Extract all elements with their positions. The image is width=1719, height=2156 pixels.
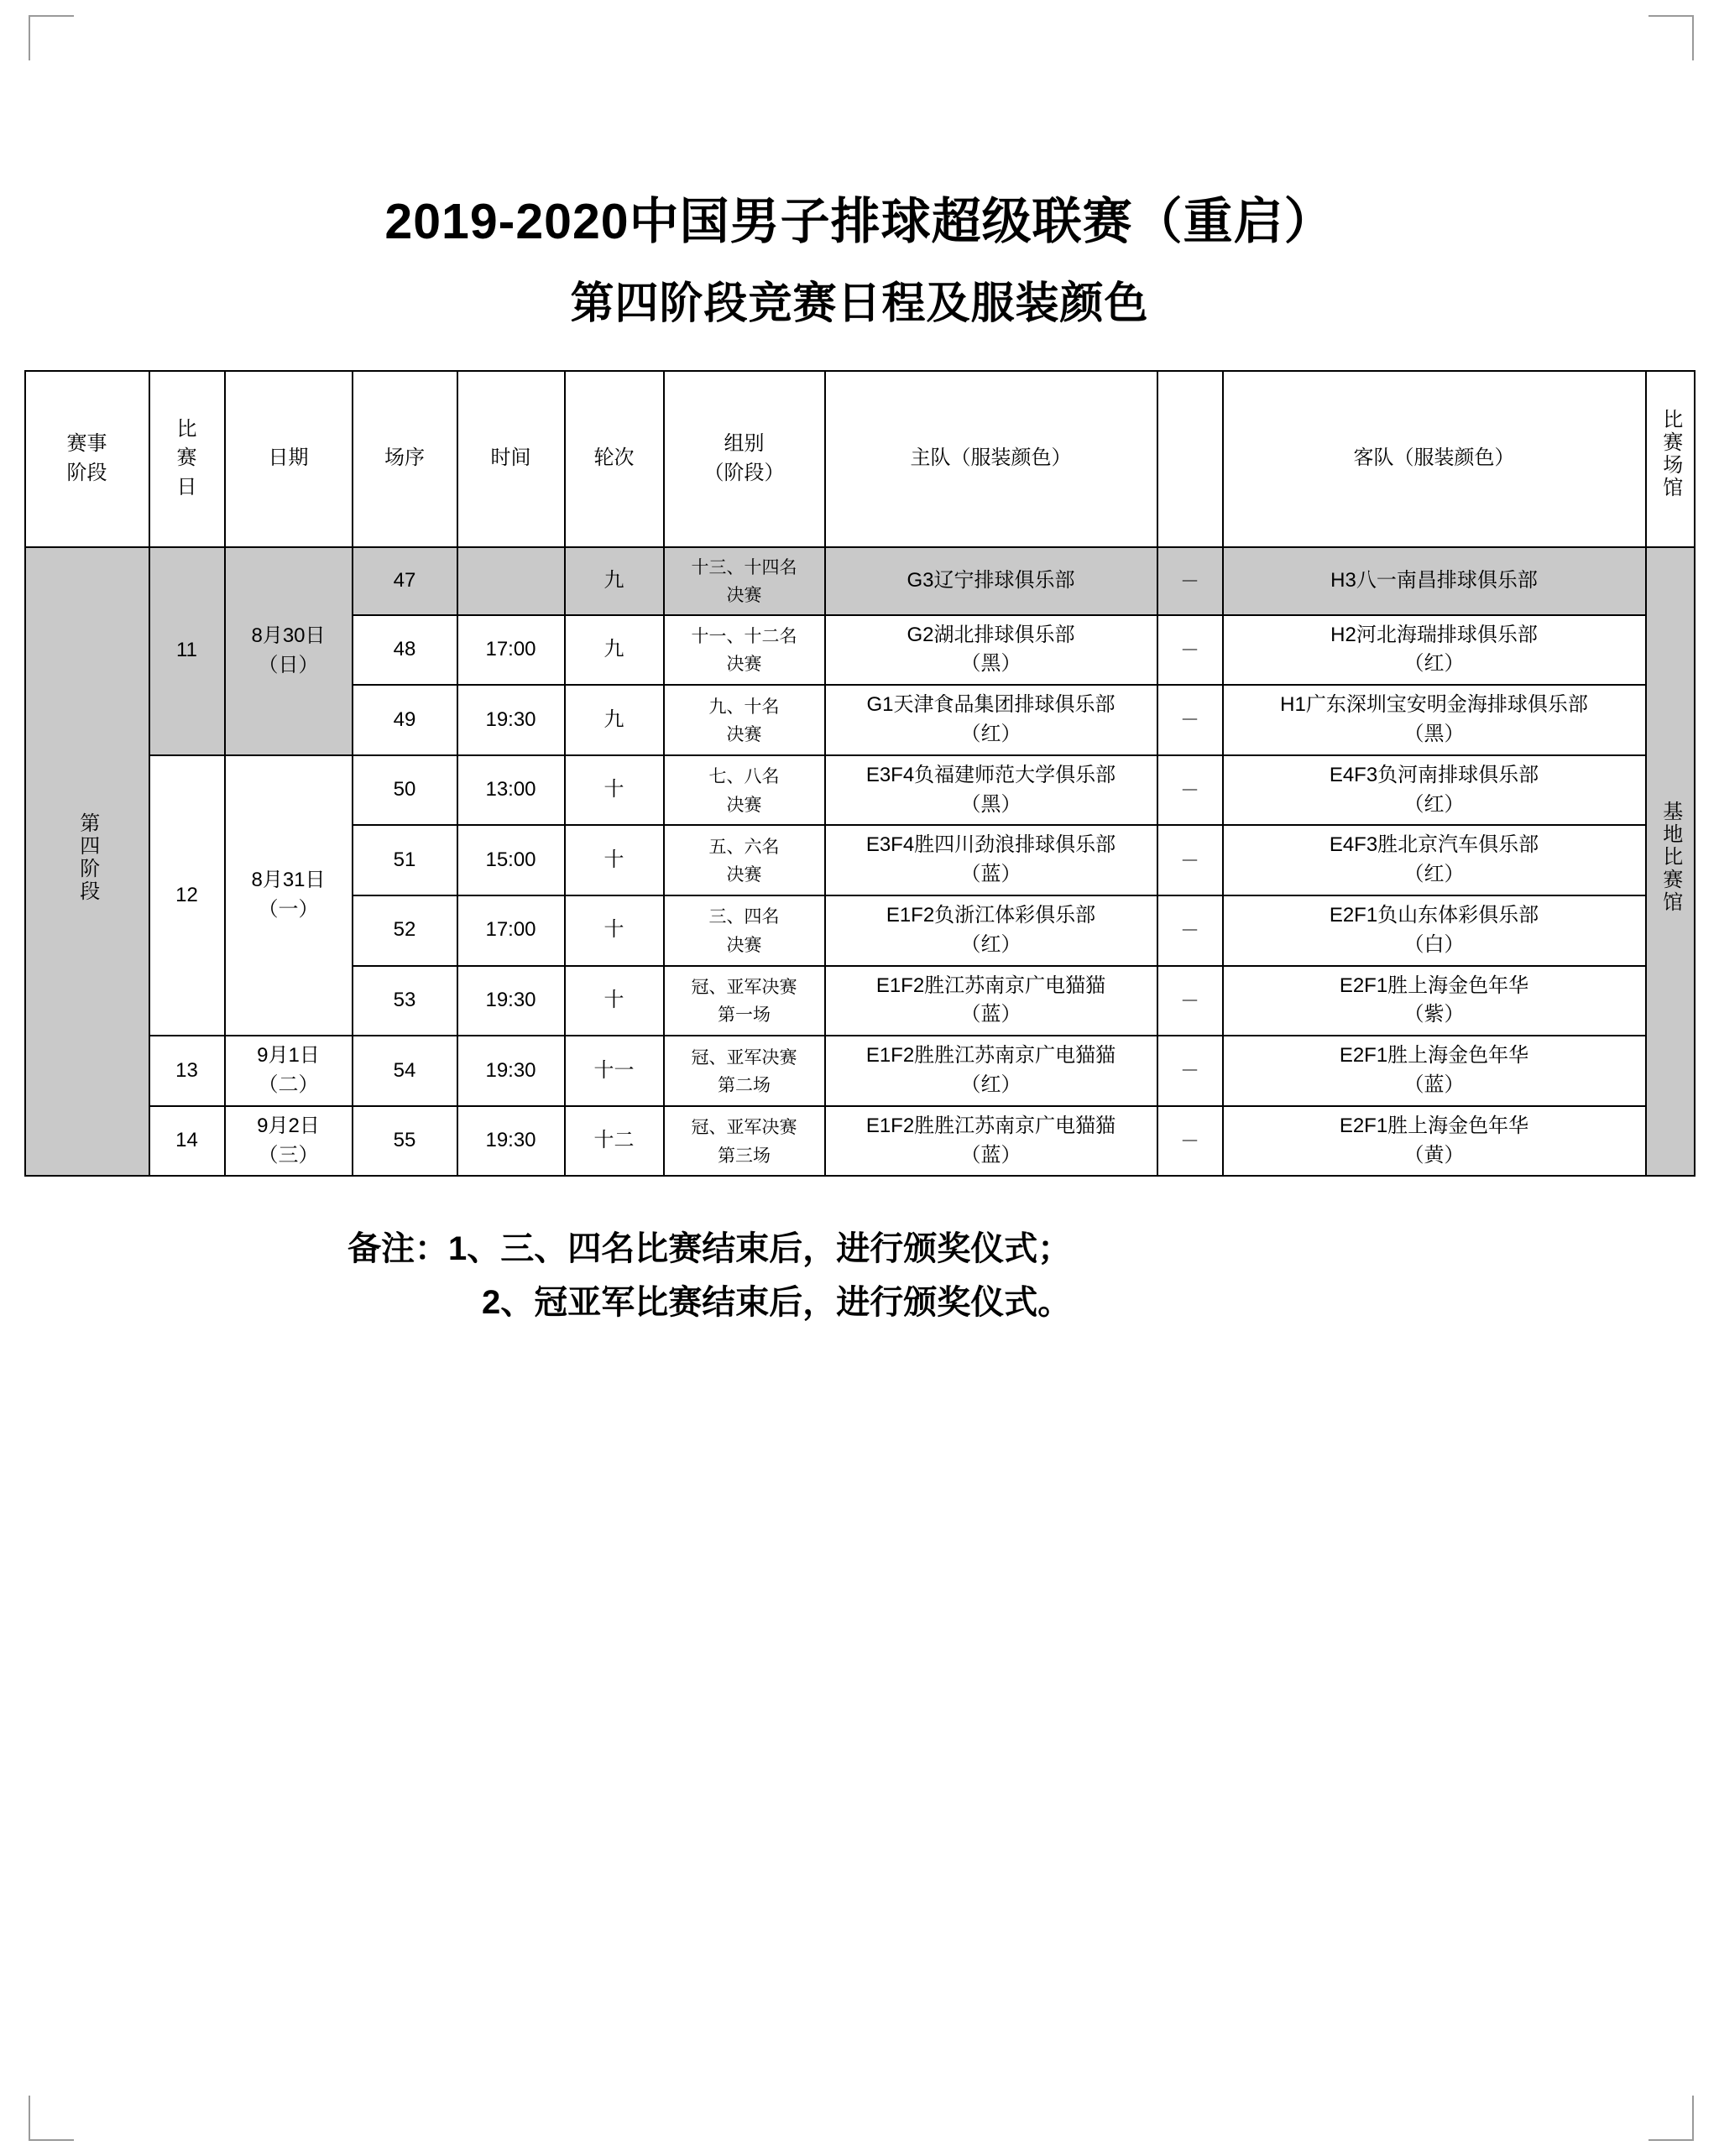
round-value: 十 <box>603 988 624 1011</box>
home-team-value: E3F4负福建师范大学俱乐部 （黑） <box>865 763 1116 816</box>
round-value: 十 <box>603 848 624 871</box>
cell-stage <box>25 547 149 1177</box>
cell-round <box>565 966 664 1036</box>
group-value: 十三、十四名 决赛 <box>691 557 797 606</box>
match-day-value: 14 <box>175 1129 198 1152</box>
header-dash <box>1157 371 1223 547</box>
away-team-value: E4F3负河南排球俱乐部 （红） <box>1329 763 1539 816</box>
header-match-day <box>149 371 225 547</box>
group-value: 冠、亚军决赛 第二场 <box>691 1047 797 1095</box>
header-round <box>565 371 664 547</box>
cell-group <box>664 966 825 1036</box>
header-home-team <box>825 371 1157 547</box>
header-match-day-label: 比 赛 日 <box>176 417 197 499</box>
header-group <box>664 371 825 547</box>
venue-label: 基地比赛馆 <box>1659 801 1682 915</box>
home-team-value: E1F2胜胜江苏南京广电猫猫 （蓝） <box>865 1114 1116 1167</box>
cell-dash <box>1157 966 1223 1036</box>
cell-round <box>565 1106 664 1177</box>
cell-group <box>664 895 825 966</box>
cell-date <box>225 547 353 755</box>
cell-home-team <box>825 966 1157 1036</box>
cell-group <box>664 755 825 826</box>
cell-home-team <box>825 685 1157 755</box>
header-order-label: 场序 <box>384 446 425 470</box>
cell-home-team <box>825 825 1157 895</box>
date-value: 8月31日 （一） <box>251 869 326 921</box>
round-value: 十一 <box>593 1058 635 1082</box>
header-round-label: 轮次 <box>593 446 635 470</box>
header-away-team <box>1223 371 1646 547</box>
time-value: 19:30 <box>485 707 536 731</box>
cell-time <box>457 1036 565 1106</box>
cell-away-team <box>1223 615 1646 686</box>
away-team-value: E4F3胜北京汽车俱乐部 （红） <box>1329 833 1539 886</box>
dash-value: － <box>1180 569 1199 592</box>
match-day-value: 11 <box>176 639 197 662</box>
header-order <box>353 371 457 547</box>
cell-dash <box>1157 895 1223 966</box>
dash-value: － <box>1180 778 1199 801</box>
cell-venue <box>1646 547 1695 1177</box>
cell-order <box>353 547 457 615</box>
cell-group <box>664 547 825 615</box>
away-team-value: E2F1胜上海金色年华 （黄） <box>1339 1114 1529 1167</box>
round-value: 九 <box>603 568 624 592</box>
cell-dash <box>1157 685 1223 755</box>
order-value: 47 <box>393 568 416 592</box>
round-value: 九 <box>603 707 624 731</box>
header-date-label: 日期 <box>268 446 309 470</box>
date-value: 8月30日 （日） <box>251 624 326 676</box>
note-line-2: 2、冠亚军比赛结束后，进行颁奖仪式。 <box>482 1284 1072 1322</box>
cell-dash <box>1157 615 1223 686</box>
away-team-value: E2F1胜上海金色年华 （紫） <box>1339 974 1529 1026</box>
group-value: 九、十名 决赛 <box>708 697 780 745</box>
cell-order <box>353 895 457 966</box>
header-time <box>457 371 565 547</box>
cell-time <box>457 615 565 686</box>
crop-mark-bottom-right <box>1648 2096 1694 2141</box>
dash-value: － <box>1180 1059 1199 1082</box>
home-team-value: G3辽宁排球俱乐部 <box>907 568 1075 592</box>
group-value: 冠、亚军决赛 第三场 <box>691 1118 797 1166</box>
cell-match-day <box>149 547 225 755</box>
title-line-2: 第四阶段竞赛日程及服装颜色 <box>570 279 1149 328</box>
header-time-label: 时间 <box>490 446 531 470</box>
table-body <box>25 547 1695 1177</box>
round-value: 十二 <box>593 1129 635 1152</box>
cell-home-team <box>825 547 1157 615</box>
header-group-label: 组别 （阶段） <box>703 431 785 484</box>
round-value: 九 <box>603 638 624 661</box>
time-value: 17:00 <box>485 638 536 661</box>
stage-label: 第四阶段 <box>76 812 99 903</box>
cell-away-team <box>1223 966 1646 1036</box>
cell-order <box>353 615 457 686</box>
order-value: 50 <box>393 778 416 801</box>
title-line-1: 2019-2020中国男子排球超级联赛（重启） <box>384 194 1335 249</box>
cell-match-day <box>149 1106 225 1177</box>
cell-home-team <box>825 895 1157 966</box>
cell-dash <box>1157 825 1223 895</box>
cell-match-day <box>149 1036 225 1106</box>
home-team-value: G2湖北排球俱乐部 （黑） <box>907 623 1075 676</box>
cell-away-team <box>1223 547 1646 615</box>
table-row <box>25 1036 1695 1106</box>
cell-round <box>565 825 664 895</box>
group-value: 冠、亚军决赛 第一场 <box>691 977 797 1026</box>
home-team-value: E1F2胜胜江苏南京广电猫猫 （红） <box>865 1044 1116 1096</box>
order-value: 55 <box>393 1129 416 1152</box>
dash-value: － <box>1180 708 1199 731</box>
header-stage-label: 赛事 阶段 <box>66 431 107 484</box>
cell-away-team <box>1223 1036 1646 1106</box>
cell-order <box>353 1106 457 1177</box>
notes-block <box>146 1222 1573 1329</box>
time-value: 13:00 <box>485 778 536 801</box>
cell-date <box>225 755 353 1036</box>
document-title <box>0 191 1719 331</box>
date-value: 9月2日 （三） <box>257 1114 320 1167</box>
cell-group <box>664 685 825 755</box>
cell-round <box>565 1036 664 1106</box>
cell-group <box>664 615 825 686</box>
cell-time <box>457 755 565 826</box>
group-value: 七、八名 决赛 <box>708 767 780 815</box>
header-venue-label: 比赛场馆 <box>1659 409 1682 500</box>
cell-dash <box>1157 1106 1223 1177</box>
cell-dash <box>1157 547 1223 615</box>
cell-order <box>353 755 457 826</box>
round-value: 十 <box>603 778 624 801</box>
cell-time <box>457 685 565 755</box>
table-header-row <box>25 371 1695 547</box>
away-team-value: E2F1负山东体彩俱乐部 （白） <box>1329 904 1539 956</box>
order-value: 53 <box>393 988 416 1011</box>
cell-dash <box>1157 1036 1223 1106</box>
header-stage <box>25 371 149 547</box>
table-row <box>25 755 1695 826</box>
cell-home-team <box>825 755 1157 826</box>
round-value: 十 <box>603 918 624 942</box>
cell-away-team <box>1223 895 1646 966</box>
cell-round <box>565 547 664 615</box>
cell-order <box>353 825 457 895</box>
away-team-value: E2F1胜上海金色年华 （蓝） <box>1339 1044 1529 1096</box>
cell-time <box>457 966 565 1036</box>
cell-home-team <box>825 1036 1157 1106</box>
away-team-value: H1广东深圳宝安明金海排球俱乐部 （黑） <box>1280 693 1588 746</box>
time-value: 19:30 <box>485 1129 536 1152</box>
header-venue <box>1646 371 1695 547</box>
cell-order <box>353 685 457 755</box>
group-value: 五、六名 决赛 <box>708 837 780 885</box>
schedule-table <box>24 370 1695 1177</box>
cell-time <box>457 547 565 615</box>
cell-group <box>664 1106 825 1177</box>
away-team-value: H2河北海瑞排球俱乐部 （红） <box>1330 623 1538 676</box>
time-value: 15:00 <box>485 848 536 871</box>
home-team-value: E1F2胜江苏南京广电猫猫 （蓝） <box>875 974 1106 1026</box>
cell-match-day <box>149 755 225 1036</box>
cell-date <box>225 1036 353 1106</box>
table-row <box>25 1106 1695 1177</box>
dash-value: － <box>1180 919 1199 942</box>
header-home-team-label: 主队（服装颜色） <box>910 446 1072 470</box>
dash-value: － <box>1180 638 1199 660</box>
order-value: 54 <box>393 1058 416 1082</box>
cell-dash <box>1157 755 1223 826</box>
time-value: 19:30 <box>485 988 536 1011</box>
order-value: 51 <box>393 848 416 871</box>
cell-home-team <box>825 615 1157 686</box>
cell-order <box>353 1036 457 1106</box>
order-value: 48 <box>393 638 416 661</box>
cell-time <box>457 825 565 895</box>
dash-value: － <box>1180 989 1199 1011</box>
home-team-value: E3F4胜四川劲浪排球俱乐部 （蓝） <box>865 833 1116 886</box>
cell-away-team <box>1223 685 1646 755</box>
date-value: 9月1日 （二） <box>257 1044 320 1096</box>
dash-value: － <box>1180 848 1199 871</box>
home-team-value: G1天津食品集团排球俱乐部 （红） <box>866 693 1116 746</box>
cell-round <box>565 685 664 755</box>
cell-round <box>565 755 664 826</box>
cell-away-team <box>1223 1106 1646 1177</box>
cell-order <box>353 966 457 1036</box>
cell-group <box>664 825 825 895</box>
dash-value: － <box>1180 1129 1199 1151</box>
cell-time <box>457 1106 565 1177</box>
cell-round <box>565 615 664 686</box>
note-line-1: 备注：1、三、四名比赛结束后，进行颁奖仪式； <box>347 1230 1072 1268</box>
away-team-value: H3八一南昌排球俱乐部 <box>1330 568 1538 592</box>
cell-away-team <box>1223 825 1646 895</box>
table-row <box>25 547 1695 615</box>
home-team-value: E1F2负浙江体彩俱乐部 （红） <box>886 904 1096 956</box>
group-value: 十一、十二名 决赛 <box>691 626 797 675</box>
header-date <box>225 371 353 547</box>
cell-time <box>457 895 565 966</box>
time-value: 19:30 <box>485 1058 536 1082</box>
match-day-value: 12 <box>175 883 198 906</box>
order-value: 52 <box>393 918 416 942</box>
crop-mark-bottom-left <box>29 2096 74 2141</box>
group-value: 三、四名 决赛 <box>708 907 780 955</box>
cell-away-team <box>1223 755 1646 826</box>
match-day-value: 13 <box>175 1058 198 1082</box>
cell-group <box>664 1036 825 1106</box>
cell-date <box>225 1106 353 1177</box>
cell-home-team <box>825 1106 1157 1177</box>
order-value: 49 <box>393 707 416 731</box>
cell-round <box>565 895 664 966</box>
header-away-team-label: 客队（服装颜色） <box>1353 446 1515 470</box>
time-value: 17:00 <box>485 918 536 942</box>
